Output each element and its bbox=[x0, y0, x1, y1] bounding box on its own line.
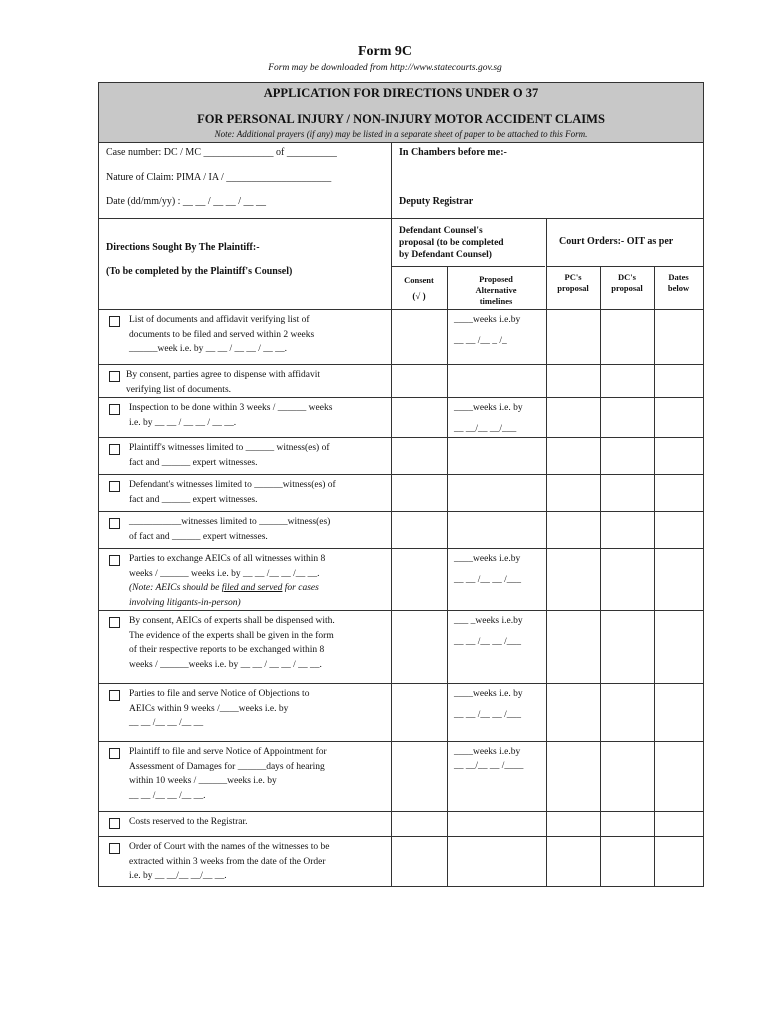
direction-text bbox=[129, 515, 330, 544]
download-note: Form may be downloaded from http://www.statecourts.gov.sg bbox=[268, 63, 502, 73]
direction-checkbox[interactable] bbox=[109, 748, 120, 759]
additional-prayers-note: Note: Additional prayers (if any) may be listed in a separate sheet of paper to be attached to this Form. bbox=[214, 129, 588, 139]
direction-checkbox[interactable] bbox=[109, 818, 120, 829]
header-band bbox=[99, 83, 703, 143]
direction-text-line: __ __ /__ __ /__ __ bbox=[129, 718, 204, 728]
form-sheet bbox=[98, 82, 704, 887]
direction-checkbox[interactable] bbox=[109, 555, 120, 566]
alternative-timeline-weeks[interactable]: ___ _weeks i.e.by bbox=[454, 616, 523, 626]
direction-text-line: extracted within 3 weeks from the date of the Order bbox=[129, 856, 326, 867]
direction-text-line: Plaintiff's witnesses limited to ______ witness(es) of bbox=[129, 443, 330, 453]
direction-checkbox[interactable] bbox=[109, 444, 120, 455]
direction-text-line: Parties to exchange AEICs of all witnesses within 8 bbox=[129, 554, 326, 564]
alternative-timeline-weeks[interactable]: ____weeks i.e. by bbox=[454, 689, 523, 699]
direction-text-line: Assessment of Damages for ______days of hearing bbox=[129, 761, 325, 772]
direction-checkbox[interactable] bbox=[109, 371, 120, 382]
direction-text-line: involving litigants-in-person) bbox=[129, 597, 241, 608]
consent-cell[interactable] bbox=[392, 365, 446, 396]
direction-text-line: fact and ______ expert witnesses. bbox=[129, 457, 258, 468]
direction-text bbox=[129, 441, 330, 470]
alternative-timeline-date[interactable]: __ __ /__ _ /_ bbox=[454, 336, 507, 346]
alternative-timeline-weeks[interactable]: ____weeks i.e.by bbox=[454, 315, 521, 325]
direction-text-line: weeks / ______weeks i.e. by __ __ / __ __ / __ __. bbox=[129, 659, 322, 670]
deputy-registrar-label: Deputy Registrar bbox=[399, 196, 474, 207]
direction-text-line: i.e. by __ __/__ __/__ __. bbox=[129, 871, 227, 881]
consent-cell[interactable] bbox=[392, 512, 446, 547]
directions-header: Directions Sought By The Plaintiff:- bbox=[106, 242, 260, 253]
direction-text-line: ___________witnesses limited to ______witness(es) bbox=[129, 517, 331, 527]
proposed-timelines-header: Proposed Alternative timelines bbox=[475, 274, 517, 306]
directions-subheader: (To be completed by the Plaintiff's Counsel) bbox=[106, 266, 293, 277]
consent-cell[interactable] bbox=[392, 438, 446, 473]
alternative-timeline-date[interactable]: __ __/__ __ /____ bbox=[454, 761, 524, 771]
direction-text-line: weeks / ______ weeks i.e. by __ __ /__ __ /__ __. bbox=[129, 568, 320, 579]
consent-header: Consent bbox=[404, 275, 434, 285]
claims-title: FOR PERSONAL INJURY / NON-INJURY MOTOR ACCIDENT CLAIMS bbox=[197, 112, 605, 126]
direction-text-line: Order of Court with the names of the witnesses to be bbox=[129, 842, 330, 852]
consent-cell[interactable] bbox=[392, 742, 446, 810]
direction-text-line: Parties to file and serve Notice of Objections to bbox=[129, 689, 310, 699]
alternative-timeline-date[interactable]: __ __ /__ __ /___ bbox=[454, 637, 522, 647]
direction-checkbox[interactable] bbox=[109, 518, 120, 529]
court-orders-header: Court Orders:- OIT as per bbox=[559, 236, 674, 247]
direction-text-line: Defendant's witnesses limited to ______witness(es) of bbox=[129, 480, 336, 490]
dc-proposal-header: Defendant Counsel's proposal (to be completed by Defendant Counsel) bbox=[399, 226, 504, 260]
consent-mark: (√ ) bbox=[412, 291, 426, 301]
direction-text bbox=[129, 614, 335, 672]
direction-checkbox[interactable] bbox=[109, 690, 120, 701]
direction-checkbox[interactable] bbox=[109, 617, 120, 628]
alternative-timeline-date[interactable]: __ __/__ __/___ bbox=[454, 424, 517, 434]
alternative-timeline-weeks[interactable]: ____weeks i.e.by bbox=[454, 554, 521, 564]
dates-below-header: Dates below bbox=[667, 272, 690, 293]
direction-text-line: Costs reserved to the Registrar. bbox=[129, 817, 248, 827]
alternative-timeline-date[interactable]: __ __ /__ __ /___ bbox=[454, 575, 522, 585]
direction-text bbox=[129, 687, 309, 731]
direction-text-line: (Note: AEICs should be filed and served for cases bbox=[129, 583, 319, 593]
direction-text bbox=[129, 552, 325, 610]
direction-text bbox=[129, 313, 314, 357]
pc-proposal-header: PC's proposal bbox=[557, 272, 589, 293]
direction-text bbox=[129, 478, 336, 507]
consent-cell[interactable] bbox=[392, 398, 446, 436]
consent-cell[interactable] bbox=[392, 310, 446, 363]
case-number-field[interactable]: Case number: DC / MC ______________ of __________ bbox=[106, 147, 337, 158]
direction-text bbox=[126, 368, 320, 397]
consent-cell[interactable] bbox=[392, 475, 446, 510]
direction-text bbox=[129, 840, 330, 884]
direction-text-line: documents to be filed and served within 2 weeks bbox=[129, 329, 315, 340]
direction-checkbox[interactable] bbox=[109, 843, 120, 854]
direction-text-line: within 10 weeks / ______weeks i.e. by bbox=[129, 776, 277, 786]
direction-text-line: List of documents and affidavit verifying list of bbox=[129, 315, 310, 325]
direction-text bbox=[129, 401, 332, 430]
direction-text-line: i.e. by __ __ / __ __ / __ __. bbox=[129, 417, 237, 428]
alternative-timeline-weeks[interactable]: ____weeks i.e. by bbox=[454, 403, 523, 413]
application-title: APPLICATION FOR DIRECTIONS UNDER O 37 bbox=[263, 86, 539, 100]
form-title: Form 9C bbox=[357, 44, 413, 59]
direction-text-line: fact and ______ expert witnesses. bbox=[129, 494, 258, 505]
direction-text-line: ______week i.e. by __ __ / __ __ / __ __. bbox=[129, 344, 288, 354]
direction-text-line: of fact and ______ expert witnesses. bbox=[129, 531, 268, 542]
consent-cell[interactable] bbox=[392, 611, 446, 682]
direction-text-line: of their respective reports to be exchanged within 8 bbox=[129, 645, 325, 655]
nature-of-claim-field[interactable]: Nature of Claim: PIMA / IA / _____________________ bbox=[106, 172, 332, 183]
direction-checkbox[interactable] bbox=[109, 404, 120, 415]
direction-text-line: verifying list of documents. bbox=[126, 384, 232, 395]
consent-cell[interactable] bbox=[392, 684, 446, 740]
alternative-timeline-weeks[interactable]: ____weeks i.e.by bbox=[454, 747, 521, 757]
alternative-timeline-date[interactable]: __ __ /__ __ /___ bbox=[454, 710, 522, 720]
direction-text bbox=[129, 815, 247, 830]
direction-text-line: By consent, AEICs of experts shall be dispensed with. bbox=[129, 616, 335, 626]
direction-text-line: By consent, parties agree to dispense with affidavit bbox=[126, 370, 320, 380]
direction-text-line: Inspection to be done within 3 weeks / ______ weeks bbox=[129, 403, 333, 413]
direction-text-line: The evidence of the experts shall be given in the form bbox=[129, 630, 334, 641]
direction-checkbox[interactable] bbox=[109, 481, 120, 492]
dc-proposal-col-header: DC's proposal bbox=[611, 272, 643, 293]
date-field[interactable]: Date (dd/mm/yy) : __ __ / __ __ / __ __ bbox=[106, 196, 266, 207]
direction-text bbox=[129, 745, 327, 803]
consent-cell[interactable] bbox=[392, 837, 446, 885]
direction-text-line: AEICs within 9 weeks /____weeks i.e. by bbox=[129, 703, 289, 714]
direction-text-line: __ __ /__ __ /__ __. bbox=[129, 790, 206, 801]
in-chambers-label: In Chambers before me:- bbox=[399, 147, 507, 158]
direction-text-line: Plaintiff to file and serve Notice of Appointment for bbox=[129, 747, 327, 757]
consent-cell[interactable] bbox=[392, 549, 446, 609]
consent-cell[interactable] bbox=[392, 812, 446, 835]
direction-checkbox[interactable] bbox=[109, 316, 120, 327]
